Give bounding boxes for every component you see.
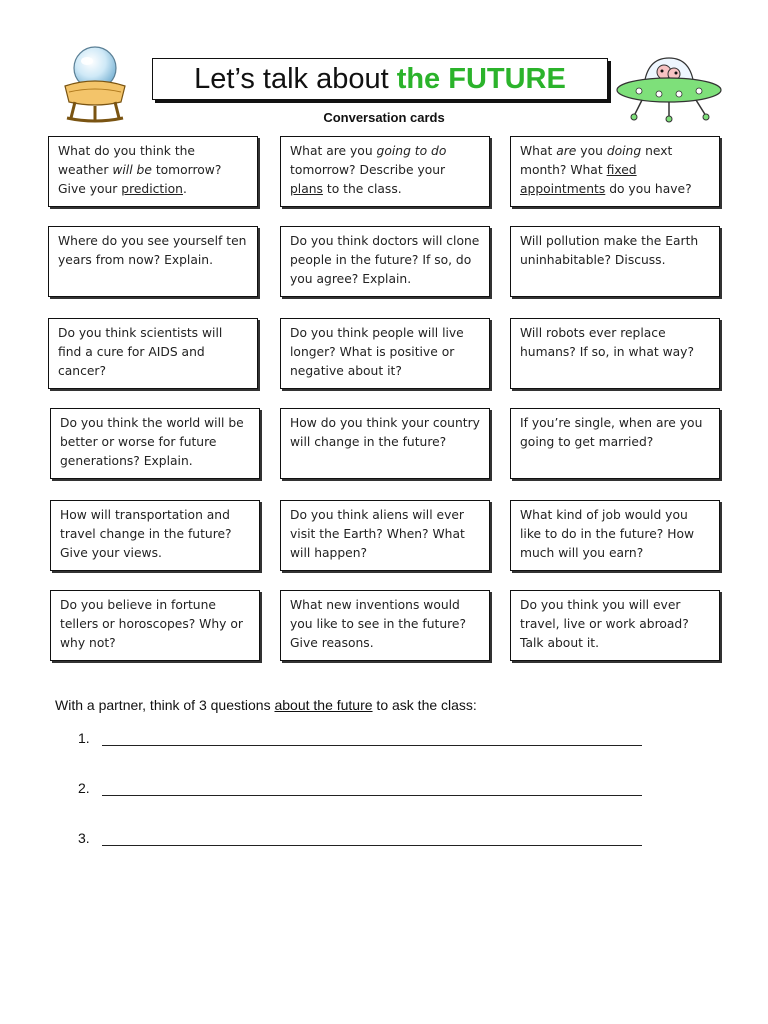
card-text: Where do you see yourself ten years from now? Explain. (58, 234, 247, 267)
title-accent: the FUTURE (396, 62, 566, 95)
conversation-card (48, 136, 258, 207)
answer-number: 2. (78, 780, 90, 796)
card-text: What kind of job would you like to do in the future? How much will you earn? (520, 508, 695, 560)
card-text: you (576, 144, 607, 158)
card-text: doing (606, 144, 642, 158)
conversation-card (280, 590, 490, 661)
answer-rule[interactable] (102, 833, 642, 846)
card-text: Do you think aliens will ever visit the Earth? When? What will happen? (290, 508, 465, 560)
card-text: Do you think you will ever travel, live or work abroad? Talk about it. (520, 598, 689, 650)
card-text: How will transportation and travel change in the future? Give your views. (60, 508, 232, 560)
answer-number: 1. (78, 730, 90, 746)
card-text: Do you think people will live longer? What is positive or negative about it? (290, 326, 464, 378)
answer-rule[interactable] (102, 783, 642, 796)
instruction-before: With a partner, think of 3 questions (55, 697, 275, 713)
conversation-card (48, 226, 258, 297)
answer-rule[interactable] (102, 733, 642, 746)
card-text: What are you (290, 144, 377, 158)
conversation-card (280, 226, 490, 297)
card-text: What new inventions would you like to see in the future? Give reasons. (290, 598, 467, 650)
conversation-card (50, 408, 260, 479)
card-text: . (182, 182, 187, 196)
conversation-card (280, 318, 490, 389)
card-text: fixed appointments (520, 163, 637, 196)
card-text: Do you think scientists will find a cure for AIDS and cancer? (58, 326, 223, 378)
instruction-after: to ask the class: (372, 697, 477, 713)
conversation-card (280, 408, 490, 479)
conversation-card (48, 318, 258, 389)
card-text: What (520, 144, 557, 158)
card-text: Do you think the world will be better or worse for future generations? Explain. (60, 416, 244, 468)
page-title (152, 58, 608, 100)
card-text: Will pollution make the Earth uninhabitable? Discuss. (520, 234, 699, 267)
answer-line-2[interactable] (78, 780, 642, 796)
card-text: Do you believe in fortune tellers or horoscopes? Why or why not? (60, 598, 243, 650)
card-text: next month? What (520, 144, 673, 177)
title-plain: Let’s talk about (194, 62, 389, 95)
card-text: going to do (376, 144, 447, 158)
card-text: tomorrow? Give your (58, 163, 222, 196)
card-text: Do you think doctors will clone people in the future? If so, do you agree? Explain. (290, 234, 480, 286)
answer-line-3[interactable] (78, 830, 642, 846)
card-text: will be (112, 163, 152, 177)
instruction-underlined: about the future (274, 697, 373, 713)
card-text: If you’re single, when are you going to get married? (520, 416, 703, 449)
card-text: How do you think your country will change in the future? (290, 416, 480, 449)
card-text: tomorrow? Describe your (290, 163, 446, 177)
conversation-card (50, 590, 260, 661)
conversation-card (280, 500, 490, 571)
card-text: prediction (121, 182, 183, 196)
conversation-card (510, 318, 720, 389)
card-text: to the class. (322, 182, 402, 196)
conversation-card (510, 590, 720, 661)
answer-number: 3. (78, 830, 90, 846)
card-text: are (556, 144, 577, 158)
conversation-card (510, 136, 720, 207)
card-text: Will robots ever replace humans? If so, in what way? (520, 326, 694, 359)
conversation-card (280, 136, 490, 207)
card-text: plans (290, 182, 323, 196)
conversation-card (510, 408, 720, 479)
conversation-card (510, 500, 720, 571)
conversation-card (50, 500, 260, 571)
conversation-card (510, 226, 720, 297)
subtitle: Conversation cards (323, 110, 445, 125)
card-text: do you have? (605, 182, 692, 196)
answer-line-1[interactable] (78, 730, 642, 746)
card-text: What do you think the weather (58, 144, 195, 177)
instruction-text (55, 697, 477, 713)
